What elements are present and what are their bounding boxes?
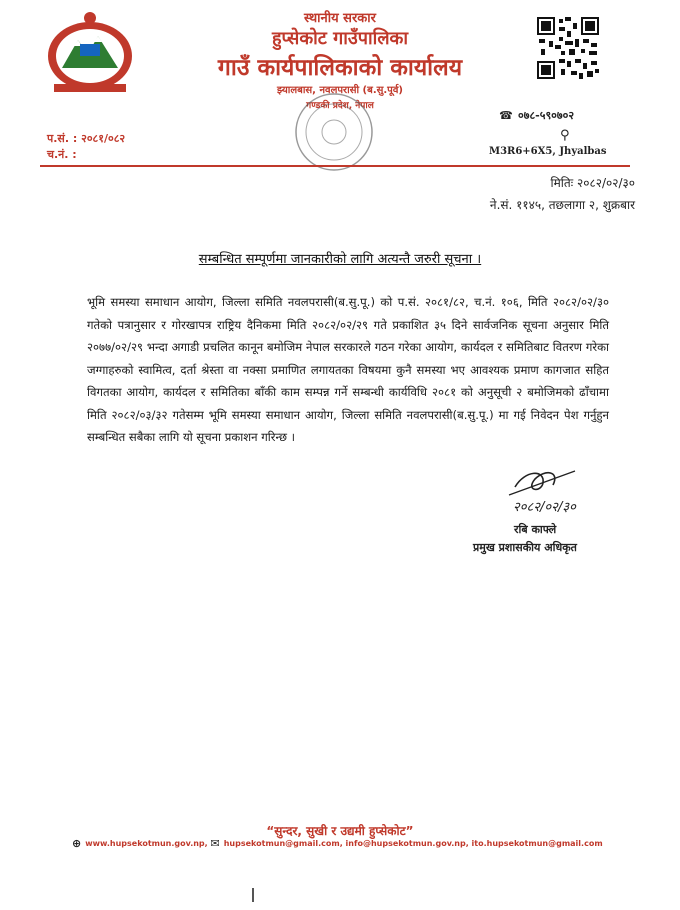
signer-name: रबि काफ्ले [514, 523, 557, 536]
nepal-sambat-date: ने.सं. ११४५, तछलागा २, शुक्रबार [489, 198, 635, 212]
header-office-name: गाउँ कार्यपालिकाको कार्यालय [217, 55, 463, 81]
header-province: गण्डकी प्रदेश, नेपाल [306, 101, 374, 111]
header-municipality-name: हुप्सेकोट गाउँपालिका [271, 28, 409, 49]
reference-number: प.सं. : २०८१/०८२ [47, 132, 126, 145]
notice-body: भूमि समस्या समाधान आयोग, जिल्ला समिति नवलपरासी(ब.सु.पू.) को प.सं. २०८१/८२, च.नं. १०६, मिति २०८२/०२/३० गतेको पत्रानुसार र गोरखापत्र राष्ट्रिय दैनिकमा मिति २०८२/०२/२९ गते प्रकाशित ३५ दिने सार्वजनिक सूचना अनुसार मिति २०७७/०२/२९ भन्दा अगाडी प्रचलित कानून बमोजिम नेपाल सरकारले गठन गरेका आयोग, कार्यदल र समितिबाट वितरण गरेका जग्गाहरुको स्वामित्व, दर्ता श्रेस्ता वा नक्सा प्रमाणित लगायतका विषयमा कुनै समस्या भए आवश्यक प्रमाण कागजात सहित विगतका आयोग, कार्यदल र समितिका बाँकी काम सम्पन्न गर्ने सम्बन्धी कार्यविधि २०८१ को अनुसूची २ बमोजिमको ढाँचामा मिति २०८२/०३/३२ गतेसम्म भूमि समस्या समाधान आयोग, जिल्ला समिति नवलपरासी(ब.सु.पू.) मा गई निवेदन पेश गर्नुहुन सम्बन्धित सबैका लागि यो सूचना प्रकाशन गरिन्छ । [87, 295, 609, 444]
footer-emails[interactable]: hupsekotmun@gmail.com, info@hupsekotmun.gov.np, ito.hupsekotmun@gmail.com [223, 839, 603, 848]
header-local-government: स्थानीय सरकार [304, 11, 376, 26]
footer-slogan: “सुन्दर, सुखी र उद्यमी हुप्सेकोट” [266, 824, 414, 838]
header-address: झ्यालबास, नवलपरासी (ब.सु.पूर्व) [276, 85, 403, 96]
phone-number [498, 108, 574, 123]
page-mark [252, 888, 254, 902]
footer-contacts [72, 837, 603, 850]
office-stamp-icon [292, 90, 376, 174]
signer-designation: प्रमुख प्रशासकीय अधिकृत [473, 541, 577, 554]
mail-icon: ✉ [210, 837, 220, 850]
notice-title-text: सम्बन्धित सम्पूर्णमा जानकारीको लागि अत्यन्तै जरुरी सूचना । [198, 252, 482, 267]
location-pin-icon: ⚲ [560, 128, 570, 143]
phone-icon: ☎ [499, 109, 513, 122]
handwritten-date: २०८२/०२/३० [513, 500, 576, 515]
handwritten-signature [505, 465, 615, 517]
phone-value: ०७८-५९०७०२ [518, 109, 575, 122]
plus-code-location: M3R6+6X5, Jhyalbas [489, 146, 607, 157]
header-divider [40, 165, 630, 167]
notice-title [0, 249, 680, 267]
dispatch-number: च.नं. : [47, 148, 77, 161]
letter-date: मितिः २०८२/०२/३० [550, 176, 635, 190]
footer-website[interactable]: www.hupsekotmun.gov.np, [85, 839, 208, 848]
globe-icon: ⊕ [72, 837, 82, 850]
